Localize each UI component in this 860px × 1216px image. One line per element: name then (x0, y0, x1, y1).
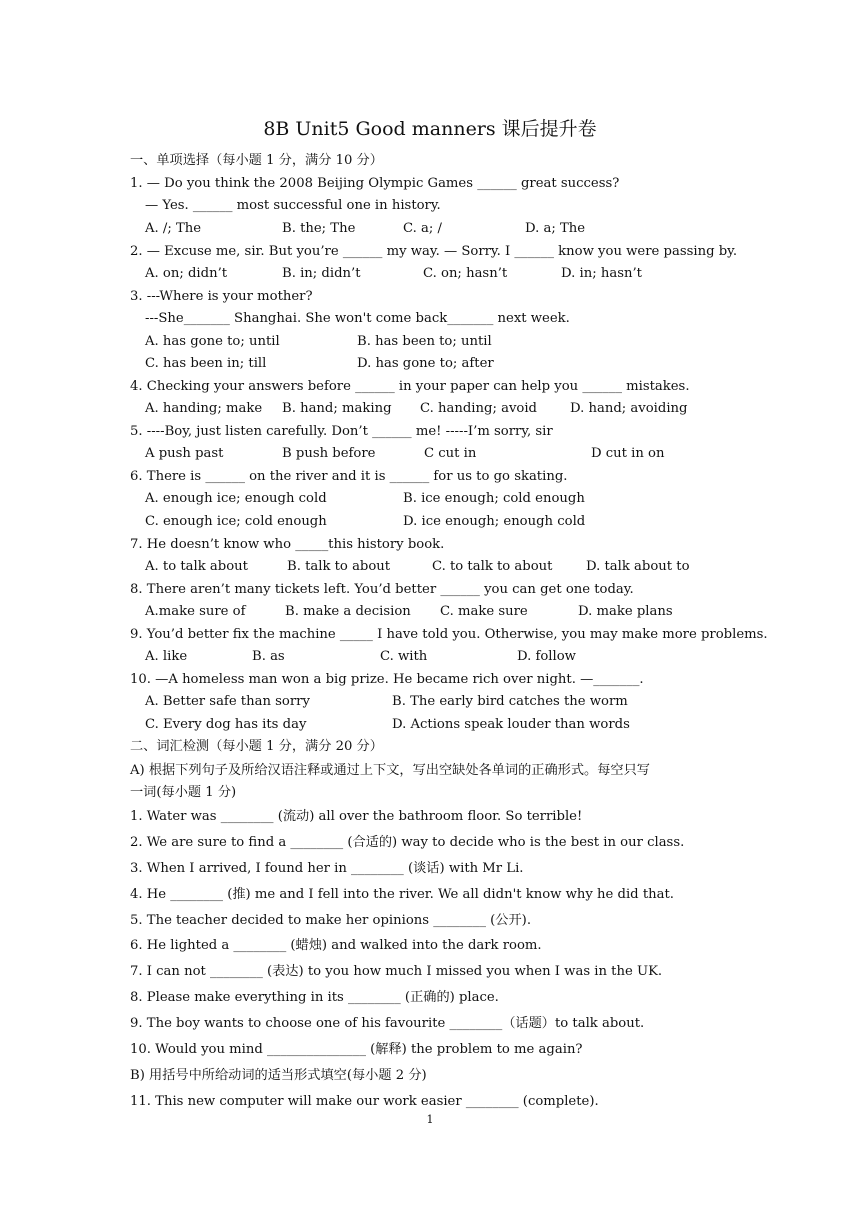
q6-option-c: C. enough ice; cold enough (145, 514, 327, 529)
q5-option-c: C cut in (424, 446, 477, 461)
q2-option-d: D. in; hasn’t (561, 266, 642, 281)
q4-option-b: B. hand; making (282, 401, 392, 416)
question-1-stem-2: — Yes. ______ most successful one in history. (145, 198, 441, 213)
q9-option-c: C. with (380, 649, 428, 664)
q1-option-a: A. /; The (145, 221, 202, 236)
q2-option-a: A. on; didn’t (145, 266, 228, 281)
vocab-item: 2. We are sure to find a ________ (合适的) way to decide who is the best in our class. (130, 835, 685, 850)
q3-option-c: C. has been in; till (145, 356, 267, 371)
part-a-instruction-line-1: A) 根据下列句子及所给汉语注释或通过上下文，写出空缺处各单词的正确形式。每空只写 (130, 763, 650, 778)
vocab-item: 3. When I arrived, I found her in ________ (谈话) with Mr Li. (130, 861, 524, 876)
q2-option-c: C. on; hasn’t (423, 266, 508, 281)
q3-option-d: D. has gone to; after (357, 356, 494, 371)
page-number: 1 (426, 1113, 434, 1126)
q9-option-b: B. as (252, 649, 285, 664)
q7-option-d: D. talk about to (586, 559, 690, 574)
page-title: 8B Unit5 Good manners 课后提升卷 (263, 118, 597, 140)
q6-option-d: D. ice enough; enough cold (403, 514, 586, 529)
q5-option-a: A push past (145, 446, 224, 461)
q8-option-d: D. make plans (578, 604, 673, 619)
question-1-stem: 1. — Do you think the 2008 Beijing Olympic Games ______ great success? (130, 176, 620, 191)
q1-option-b: B. the; The (282, 221, 356, 236)
question-7-stem: 7. He doesn’t know who _____this history book. (130, 537, 445, 552)
q7-option-b: B. talk to about (287, 559, 391, 574)
q6-option-a: A. enough ice; enough cold (145, 491, 327, 506)
q3-option-a: A. has gone to; until (145, 334, 280, 349)
q1-option-c: C. a; / (403, 221, 442, 236)
q10-option-c: C. Every dog has its day (145, 717, 307, 732)
section-heading-vocab: 二、词汇检测（每小题 1 分，满分 20 分） (130, 739, 383, 754)
question-8-stem: 8. There aren’t many tickets left. You’d better ______ you can get one today. (130, 582, 634, 597)
question-6-stem: 6. There is ______ on the river and it is ______ for us to go skating. (130, 469, 568, 484)
question-10-stem: 10. —A homeless man won a big prize. He became rich over night. —_______. (130, 672, 644, 687)
vocab-item: 10. Would you mind _______________ (解释) the problem to me again? (130, 1042, 583, 1057)
part-b-heading: B) 用括号中所给动词的适当形式填空(每小题 2 分) (130, 1068, 427, 1083)
vocab-item: 9. The boy wants to choose one of his favourite ________（话题）to talk about. (130, 1016, 645, 1031)
vocab-item: 1. Water was ________ (流动) all over the bathroom floor. So terrible! (130, 809, 583, 824)
q4-option-d: D. hand; avoiding (570, 401, 688, 416)
q6-option-b: B. ice enough; cold enough (403, 491, 585, 506)
vocab-item: 7. I can not ________ (表达) to you how much I missed you when I was in the UK. (130, 964, 663, 979)
vocab-item: 6. He lighted a ________ (蜡烛) and walked into the dark room. (130, 938, 542, 953)
q8-option-b: B. make a decision (285, 604, 411, 619)
q10-option-b: B. The early bird catches the worm (392, 694, 628, 709)
q8-option-c: C. make sure (440, 604, 528, 619)
question-4-stem: 4. Checking your answers before ______ in your paper can help you ______ mistakes. (130, 379, 690, 394)
q4-option-a: A. handing; make (145, 401, 263, 416)
part-a-instruction-line-2: 一词(每小题 1 分) (130, 785, 237, 800)
vocab-item: 5. The teacher decided to make her opinions ________ (公开). (130, 913, 532, 928)
q8-option-a: A.make sure of (145, 604, 246, 619)
vocab-item-11: 11. This new computer will make our work easier ________ (complete). (130, 1094, 599, 1109)
q1-option-d: D. a; The (525, 221, 586, 236)
q4-option-c: C. handing; avoid (420, 401, 537, 416)
question-9-stem: 9. You’d better fix the machine _____ I have told you. Otherwise, you may make more problems. (130, 627, 768, 642)
q7-option-c: C. to talk to about (432, 559, 553, 574)
question-3-stem: 3. ---Where is your mother? (130, 289, 313, 304)
section-heading-choice: 一、单项选择（每小题 1 分，满分 10 分） (130, 153, 383, 168)
question-5-stem: 5. ----Boy, just listen carefully. Don’t ______ me! -----I’m sorry, sir (130, 424, 553, 439)
q2-option-b: B. in; didn’t (282, 266, 361, 281)
vocab-item: 4. He ________ (推) me and I fell into the river. We all didn't know why he did that. (130, 887, 674, 902)
question-3-stem-2: ---She_______ Shanghai. She won't come back_______ next week. (145, 311, 570, 326)
q10-option-a: A. Better safe than sorry (145, 694, 310, 709)
question-2-stem: 2. — Excuse me, sir. But you’re ______ my way. — Sorry. I ______ know you were passing by. (130, 244, 738, 259)
q7-option-a: A. to talk about (145, 559, 248, 574)
q5-option-d: D cut in on (591, 446, 665, 461)
vocab-item: 8. Please make everything in its ________ (正确的) place. (130, 990, 499, 1005)
q9-option-d: D. follow (517, 649, 576, 664)
q5-option-b: B push before (282, 446, 376, 461)
q9-option-a: A. like (145, 649, 188, 664)
q3-option-b: B. has been to; until (357, 334, 492, 349)
q10-option-d: D. Actions speak louder than words (392, 717, 630, 732)
